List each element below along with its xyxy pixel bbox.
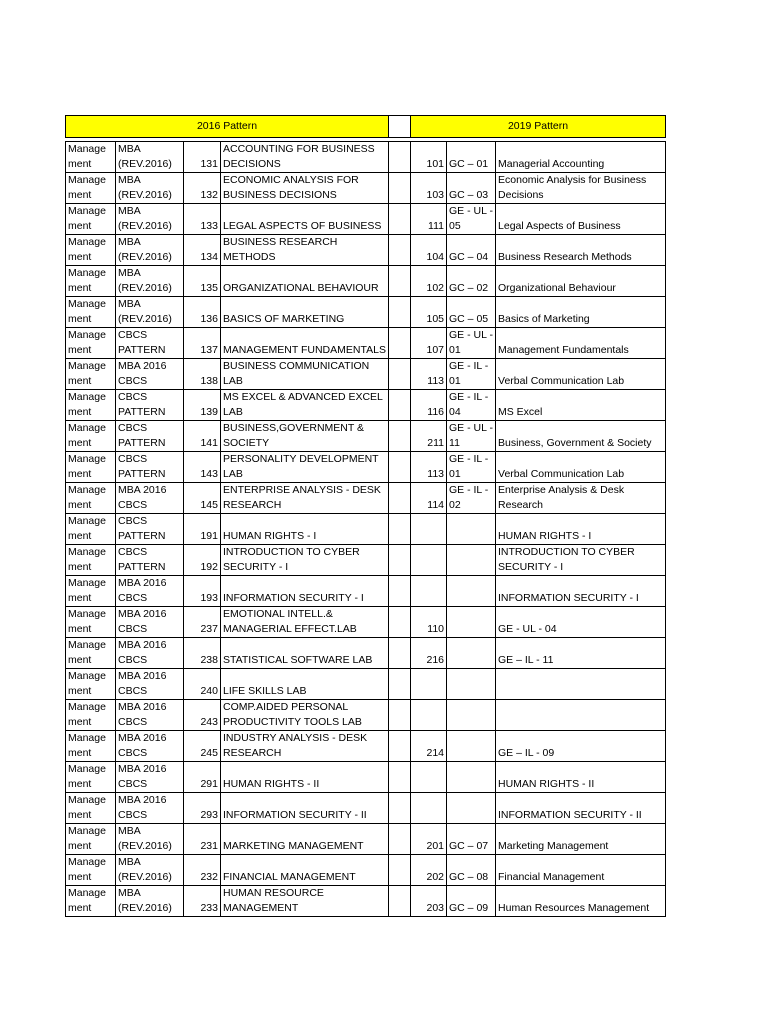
course-2016-cell: INFORMATION SECURITY - I: [221, 576, 389, 607]
code-2016-cell: 131: [184, 142, 221, 173]
table-row: [66, 762, 666, 793]
program-cell: MBA (REV.2016): [116, 297, 184, 328]
course-2019-cell: Organizational Behaviour: [496, 266, 666, 297]
code-2019-cell: 113: [411, 452, 447, 483]
dept-cell: Manage ment: [66, 173, 116, 204]
spacer-cell: [389, 855, 411, 886]
table-row: [66, 421, 666, 452]
program-cell: MBA (REV.2016): [116, 173, 184, 204]
category-2019-cell: GE - IL - 02: [447, 483, 496, 514]
category-2019-cell: [447, 638, 496, 669]
course-2019-cell: INFORMATION SECURITY - II: [496, 793, 666, 824]
code-2016-cell: 133: [184, 204, 221, 235]
spacer-cell: [389, 235, 411, 266]
category-2019-cell: GE - UL - 11: [447, 421, 496, 452]
table-row: [66, 545, 666, 576]
dept-cell: Manage ment: [66, 762, 116, 793]
program-cell: MBA (REV.2016): [116, 886, 184, 917]
course-2016-cell: MS EXCEL & ADVANCED EXCEL LAB: [221, 390, 389, 421]
program-cell: MBA 2016 CBCS: [116, 700, 184, 731]
code-2016-cell: 238: [184, 638, 221, 669]
spacer-cell: [389, 762, 411, 793]
code-2019-cell: [411, 700, 447, 731]
dept-cell: Manage ment: [66, 235, 116, 266]
course-2016-cell: HUMAN RIGHTS - I: [221, 514, 389, 545]
category-2019-cell: [447, 700, 496, 731]
program-cell: CBCS PATTERN: [116, 421, 184, 452]
code-2019-cell: 107: [411, 328, 447, 359]
table-row: [66, 824, 666, 855]
course-2019-cell: Legal Aspects of Business: [496, 204, 666, 235]
course-2016-cell: STATISTICAL SOFTWARE LAB: [221, 638, 389, 669]
course-2019-cell: INFORMATION SECURITY - I: [496, 576, 666, 607]
course-2016-cell: COMP.AIDED PERSONAL PRODUCTIVITY TOOLS LAB: [221, 700, 389, 731]
dept-cell: Manage ment: [66, 142, 116, 173]
table-row: [66, 266, 666, 297]
code-2019-cell: 110: [411, 607, 447, 638]
spacer-cell: [389, 576, 411, 607]
category-2019-cell: [447, 669, 496, 700]
table-row: [66, 886, 666, 917]
course-2019-cell: HUMAN RIGHTS - II: [496, 762, 666, 793]
table-row: [66, 452, 666, 483]
dept-cell: Manage ment: [66, 855, 116, 886]
program-cell: MBA (REV.2016): [116, 824, 184, 855]
pattern-2019-header: 2019 Pattern: [411, 116, 666, 138]
table-row: [66, 142, 666, 173]
dept-cell: Manage ment: [66, 886, 116, 917]
spacer-cell: [389, 328, 411, 359]
course-2019-cell: Verbal Communication Lab: [496, 452, 666, 483]
spacer-cell: [389, 607, 411, 638]
dept-cell: Manage ment: [66, 824, 116, 855]
spacer-cell: [389, 514, 411, 545]
course-2016-cell: BASICS OF MARKETING: [221, 297, 389, 328]
category-2019-cell: [447, 545, 496, 576]
code-2016-cell: 240: [184, 669, 221, 700]
code-2016-cell: 134: [184, 235, 221, 266]
table-row: [66, 297, 666, 328]
course-2016-cell: LIFE SKILLS LAB: [221, 669, 389, 700]
code-2016-cell: 138: [184, 359, 221, 390]
code-2016-cell: 141: [184, 421, 221, 452]
course-2016-cell: MARKETING MANAGEMENT: [221, 824, 389, 855]
dept-cell: Manage ment: [66, 297, 116, 328]
category-2019-cell: [447, 793, 496, 824]
course-2016-cell: PERSONALITY DEVELOPMENT LAB: [221, 452, 389, 483]
code-2016-cell: 293: [184, 793, 221, 824]
spacer-cell: [389, 700, 411, 731]
program-cell: MBA (REV.2016): [116, 266, 184, 297]
program-cell: CBCS PATTERN: [116, 390, 184, 421]
category-2019-cell: GC – 04: [447, 235, 496, 266]
course-2019-cell: HUMAN RIGHTS - I: [496, 514, 666, 545]
table-row: [66, 855, 666, 886]
course-2019-cell: Basics of Marketing: [496, 297, 666, 328]
course-2016-cell: ACCOUNTING FOR BUSINESS DECISIONS: [221, 142, 389, 173]
code-2019-cell: 114: [411, 483, 447, 514]
spacer-cell: [389, 731, 411, 762]
code-2016-cell: 143: [184, 452, 221, 483]
course-2019-cell: Business Research Methods: [496, 235, 666, 266]
dept-cell: Manage ment: [66, 359, 116, 390]
code-2019-cell: 202: [411, 855, 447, 886]
course-2016-cell: BUSINESS COMMUNICATION LAB: [221, 359, 389, 390]
category-2019-cell: [447, 514, 496, 545]
code-2019-cell: 104: [411, 235, 447, 266]
dept-cell: Manage ment: [66, 421, 116, 452]
code-2016-cell: 191: [184, 514, 221, 545]
category-2019-cell: GC – 01: [447, 142, 496, 173]
dept-cell: Manage ment: [66, 793, 116, 824]
category-2019-cell: GC – 09: [447, 886, 496, 917]
table-row: [66, 638, 666, 669]
course-2016-cell: ORGANIZATIONAL BEHAVIOUR: [221, 266, 389, 297]
code-2019-cell: [411, 669, 447, 700]
program-cell: MBA 2016 CBCS: [116, 793, 184, 824]
code-2016-cell: 135: [184, 266, 221, 297]
dept-cell: Manage ment: [66, 390, 116, 421]
course-2019-cell: Verbal Communication Lab: [496, 359, 666, 390]
code-2019-cell: [411, 514, 447, 545]
category-2019-cell: GC – 05: [447, 297, 496, 328]
spacer-cell: [389, 173, 411, 204]
dept-cell: Manage ment: [66, 266, 116, 297]
code-2019-cell: 101: [411, 142, 447, 173]
code-2019-cell: [411, 762, 447, 793]
course-2016-cell: ENTERPRISE ANALYSIS - DESK RESEARCH: [221, 483, 389, 514]
spacer-cell: [389, 793, 411, 824]
program-cell: MBA (REV.2016): [116, 142, 184, 173]
table-row: [66, 700, 666, 731]
course-2016-cell: INFORMATION SECURITY - II: [221, 793, 389, 824]
code-2019-cell: 103: [411, 173, 447, 204]
category-2019-cell: GC – 07: [447, 824, 496, 855]
spacer-cell: [389, 886, 411, 917]
dept-cell: Manage ment: [66, 204, 116, 235]
table-row: [66, 731, 666, 762]
category-2019-cell: GE - UL - 01: [447, 328, 496, 359]
code-2019-cell: [411, 576, 447, 607]
table-row: [66, 607, 666, 638]
dept-cell: Manage ment: [66, 731, 116, 762]
category-2019-cell: [447, 607, 496, 638]
code-2019-cell: 214: [411, 731, 447, 762]
code-2016-cell: 139: [184, 390, 221, 421]
category-2019-cell: GC – 02: [447, 266, 496, 297]
code-2019-cell: 113: [411, 359, 447, 390]
table-row: [66, 576, 666, 607]
spacer-cell: [389, 452, 411, 483]
program-cell: MBA 2016 CBCS: [116, 576, 184, 607]
code-2019-cell: 111: [411, 204, 447, 235]
code-2019-cell: [411, 793, 447, 824]
code-2016-cell: 243: [184, 700, 221, 731]
course-2019-cell: INTRODUCTION TO CYBER SECURITY - I: [496, 545, 666, 576]
course-2016-cell: EMOTIONAL INTELL.& MANAGERIAL EFFECT.LAB: [221, 607, 389, 638]
code-2019-cell: 105: [411, 297, 447, 328]
equivalence-table: [65, 115, 666, 917]
header-spacer: [389, 116, 411, 138]
spacer-cell: [389, 638, 411, 669]
table-row: [66, 173, 666, 204]
course-2019-cell: Business, Government & Society: [496, 421, 666, 452]
table-row: [66, 359, 666, 390]
dept-cell: Manage ment: [66, 452, 116, 483]
dept-cell: Manage ment: [66, 576, 116, 607]
course-2016-cell: INDUSTRY ANALYSIS - DESK RESEARCH: [221, 731, 389, 762]
code-2016-cell: 232: [184, 855, 221, 886]
category-2019-cell: [447, 731, 496, 762]
spacer-cell: [389, 142, 411, 173]
code-2016-cell: 132: [184, 173, 221, 204]
category-2019-cell: GC – 03: [447, 173, 496, 204]
spacer-cell: [389, 824, 411, 855]
category-2019-cell: GC – 08: [447, 855, 496, 886]
spacer-cell: [389, 545, 411, 576]
dept-cell: Manage ment: [66, 483, 116, 514]
table-row: [66, 793, 666, 824]
program-cell: MBA 2016 CBCS: [116, 638, 184, 669]
code-2016-cell: 291: [184, 762, 221, 793]
course-2016-cell: LEGAL ASPECTS OF BUSINESS: [221, 204, 389, 235]
course-2016-cell: ECONOMIC ANALYSIS FOR BUSINESS DECISIONS: [221, 173, 389, 204]
code-2016-cell: 237: [184, 607, 221, 638]
course-2019-cell: Human Resources Management: [496, 886, 666, 917]
program-cell: MBA (REV.2016): [116, 204, 184, 235]
course-2016-cell: MANAGEMENT FUNDAMENTALS: [221, 328, 389, 359]
table-row: [66, 328, 666, 359]
course-2019-cell: MS Excel: [496, 390, 666, 421]
course-2019-cell: GE – IL - 11: [496, 638, 666, 669]
code-2016-cell: 145: [184, 483, 221, 514]
course-2016-cell: HUMAN RESOURCE MANAGEMENT: [221, 886, 389, 917]
dept-cell: Manage ment: [66, 607, 116, 638]
code-2016-cell: 231: [184, 824, 221, 855]
table-row: [66, 235, 666, 266]
code-2016-cell: 193: [184, 576, 221, 607]
table-row: [66, 204, 666, 235]
course-2016-cell: HUMAN RIGHTS - II: [221, 762, 389, 793]
spacer-cell: [389, 390, 411, 421]
course-2016-cell: FINANCIAL MANAGEMENT: [221, 855, 389, 886]
program-cell: MBA 2016 CBCS: [116, 359, 184, 390]
code-2016-cell: 233: [184, 886, 221, 917]
spacer-cell: [389, 483, 411, 514]
course-2019-cell: Enterprise Analysis & Desk Research: [496, 483, 666, 514]
code-2016-cell: 245: [184, 731, 221, 762]
pattern-2016-header: 2016 Pattern: [66, 116, 389, 138]
course-2019-cell: Marketing Management: [496, 824, 666, 855]
program-cell: CBCS PATTERN: [116, 514, 184, 545]
dept-cell: Manage ment: [66, 514, 116, 545]
code-2016-cell: 137: [184, 328, 221, 359]
header-row: [66, 116, 666, 138]
course-2016-cell: BUSINESS,GOVERNMENT & SOCIETY: [221, 421, 389, 452]
course-2019-cell: GE – IL - 09: [496, 731, 666, 762]
course-2016-cell: BUSINESS RESEARCH METHODS: [221, 235, 389, 266]
code-2019-cell: 211: [411, 421, 447, 452]
spacer-cell: [389, 669, 411, 700]
code-2019-cell: 201: [411, 824, 447, 855]
code-2019-cell: 216: [411, 638, 447, 669]
table-row: [66, 669, 666, 700]
category-2019-cell: [447, 762, 496, 793]
table-row: [66, 483, 666, 514]
course-2019-cell: Financial Management: [496, 855, 666, 886]
category-2019-cell: GE - IL - 01: [447, 359, 496, 390]
program-cell: CBCS PATTERN: [116, 452, 184, 483]
dept-cell: Manage ment: [66, 545, 116, 576]
course-2019-cell: Managerial Accounting: [496, 142, 666, 173]
course-2019-cell: Management Fundamentals: [496, 328, 666, 359]
program-cell: MBA (REV.2016): [116, 855, 184, 886]
course-2016-cell: INTRODUCTION TO CYBER SECURITY - I: [221, 545, 389, 576]
program-cell: CBCS PATTERN: [116, 328, 184, 359]
spacer-cell: [389, 297, 411, 328]
spacer-cell: [389, 421, 411, 452]
table-row: [66, 514, 666, 545]
course-2019-cell: [496, 700, 666, 731]
program-cell: MBA 2016 CBCS: [116, 483, 184, 514]
course-2019-cell: GE - UL - 04: [496, 607, 666, 638]
code-2016-cell: 192: [184, 545, 221, 576]
program-cell: CBCS PATTERN: [116, 545, 184, 576]
category-2019-cell: GE - IL - 04: [447, 390, 496, 421]
dept-cell: Manage ment: [66, 638, 116, 669]
code-2019-cell: 203: [411, 886, 447, 917]
program-cell: MBA 2016 CBCS: [116, 607, 184, 638]
code-2019-cell: 116: [411, 390, 447, 421]
category-2019-cell: [447, 576, 496, 607]
course-2019-cell: [496, 669, 666, 700]
code-2019-cell: 102: [411, 266, 447, 297]
dept-cell: Manage ment: [66, 700, 116, 731]
spacer-cell: [389, 266, 411, 297]
program-cell: MBA 2016 CBCS: [116, 762, 184, 793]
table-row: [66, 390, 666, 421]
course-2019-cell: Economic Analysis for Business Decisions: [496, 173, 666, 204]
program-cell: MBA 2016 CBCS: [116, 731, 184, 762]
program-cell: MBA (REV.2016): [116, 235, 184, 266]
category-2019-cell: GE - IL - 01: [447, 452, 496, 483]
program-cell: MBA 2016 CBCS: [116, 669, 184, 700]
dept-cell: Manage ment: [66, 328, 116, 359]
spacer-cell: [389, 204, 411, 235]
code-2019-cell: [411, 545, 447, 576]
code-2016-cell: 136: [184, 297, 221, 328]
spacer-cell: [389, 359, 411, 390]
category-2019-cell: GE - UL - 05: [447, 204, 496, 235]
dept-cell: Manage ment: [66, 669, 116, 700]
